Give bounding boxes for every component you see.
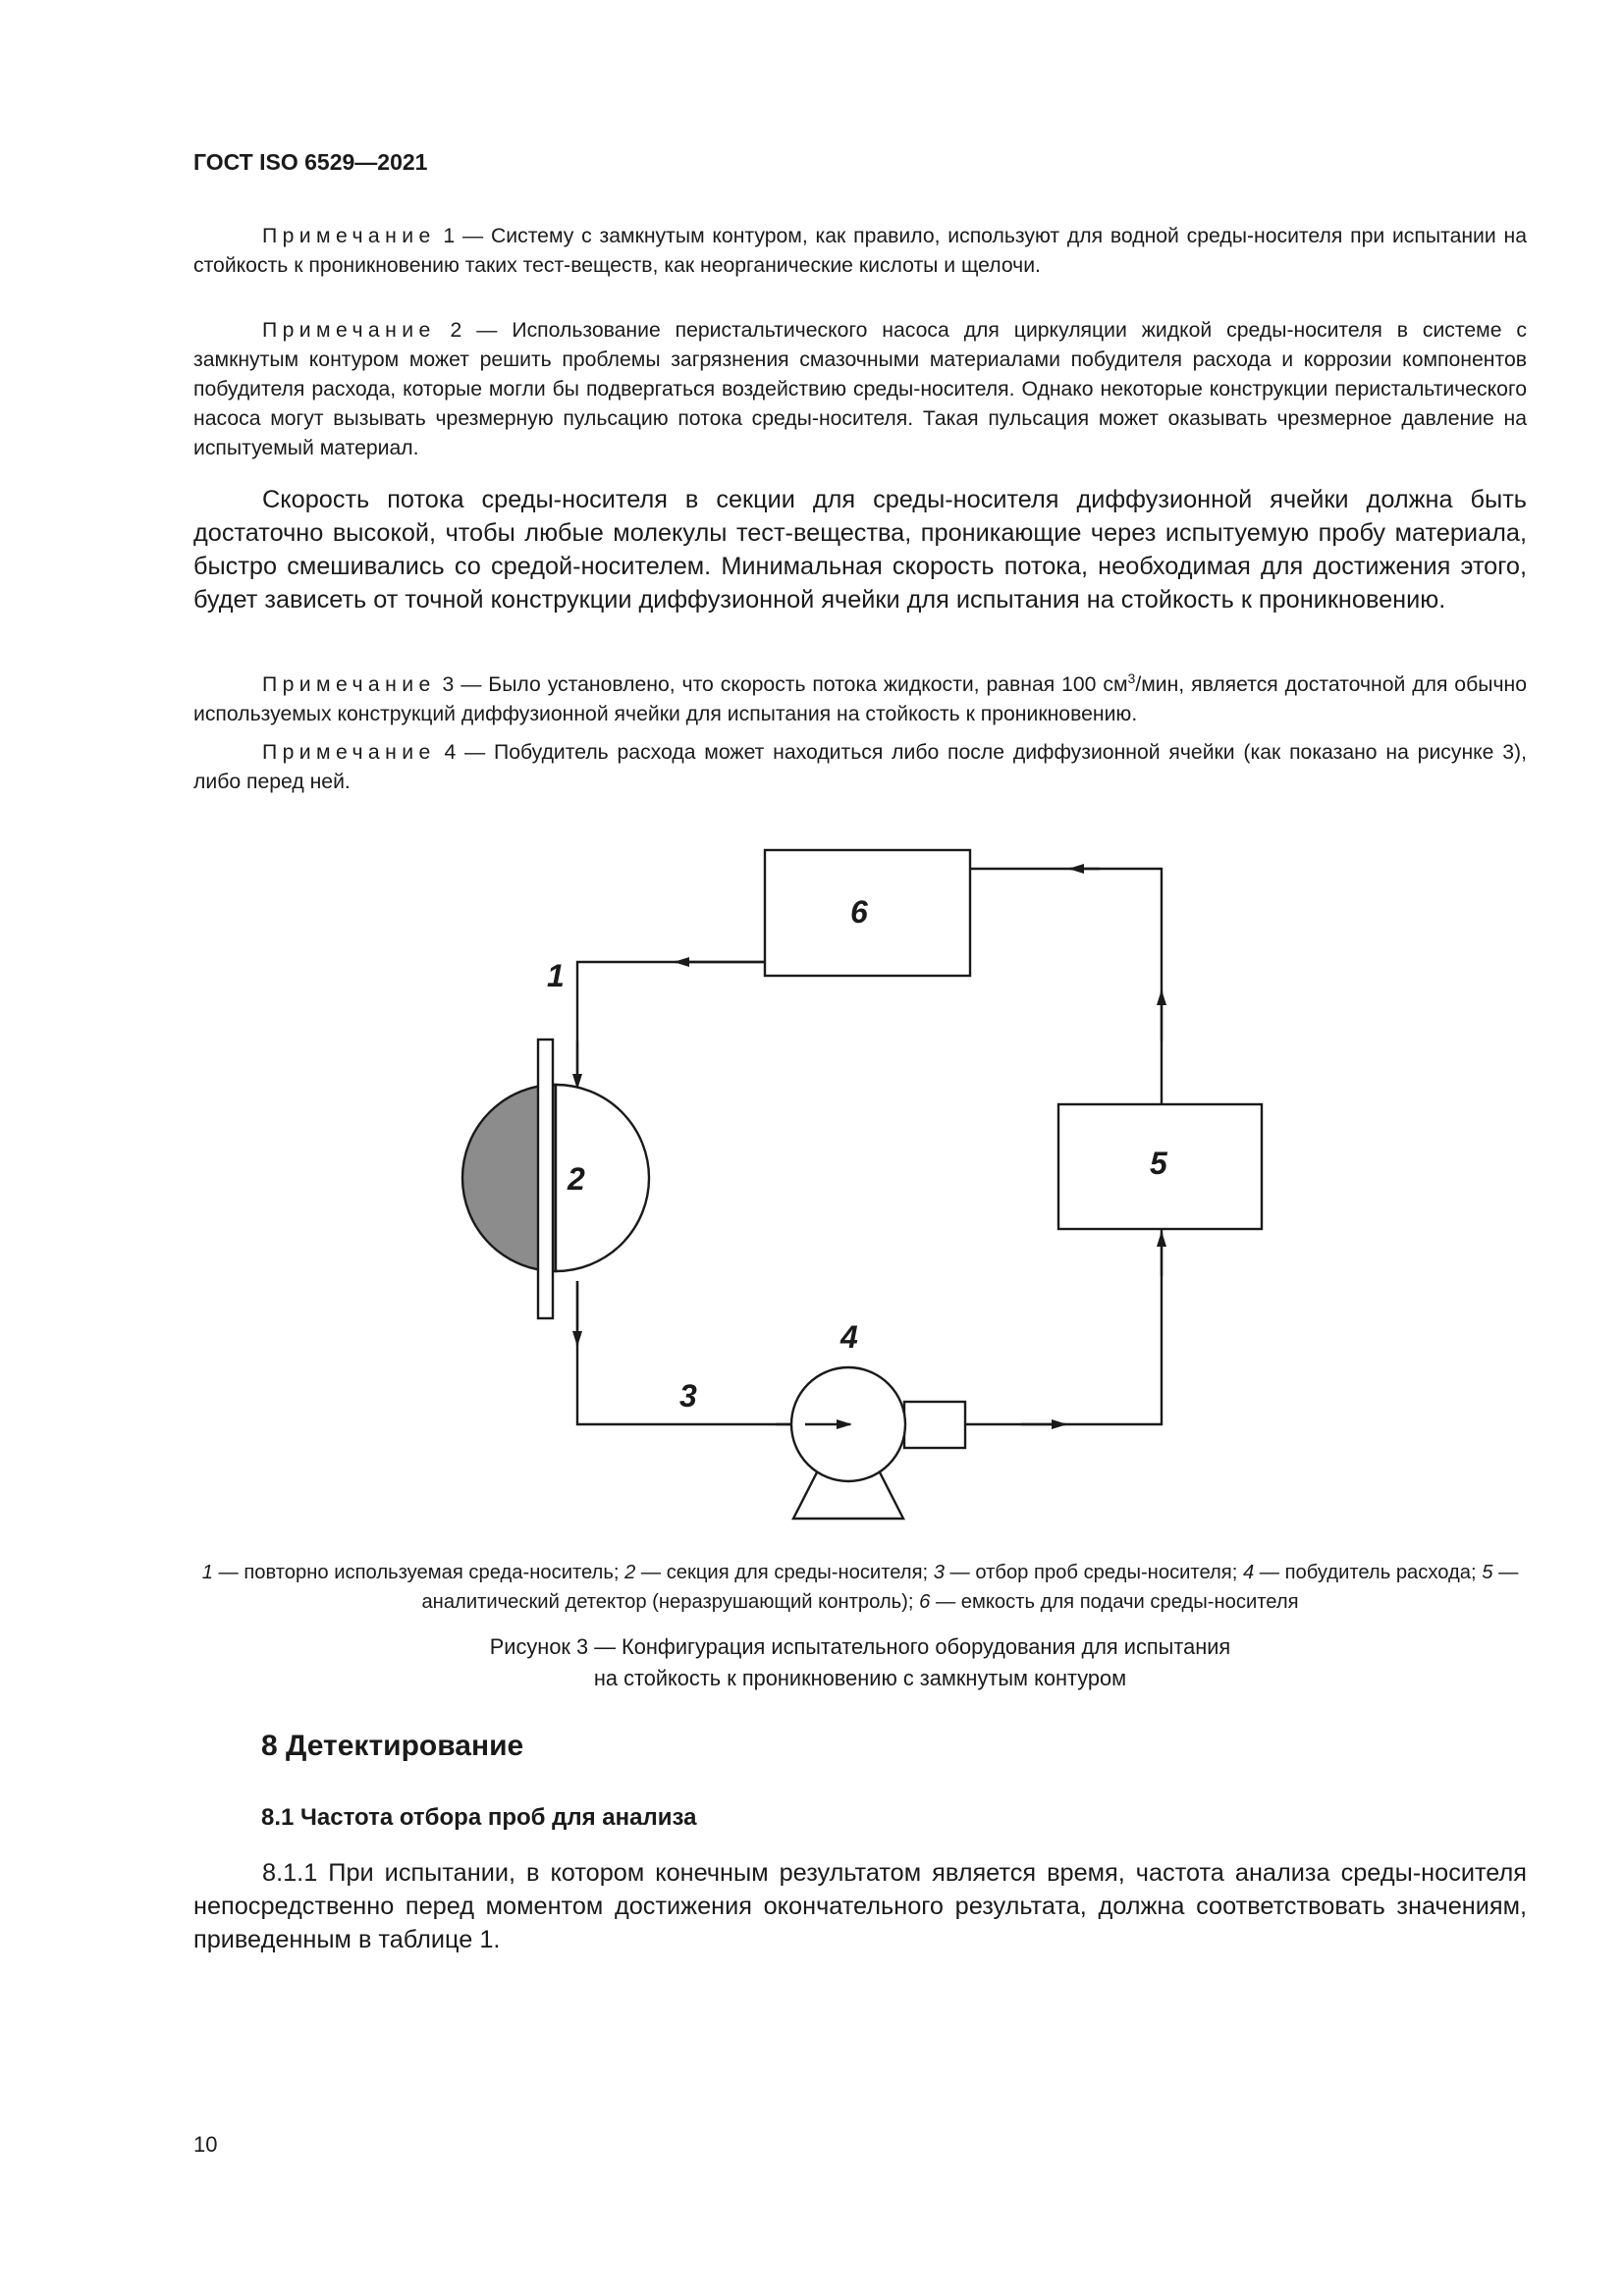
paragraph-8-1-1 bbox=[193, 1856, 1527, 1956]
figure-key bbox=[193, 1558, 1527, 1617]
section-title: 8 Детектирование bbox=[261, 1730, 524, 1762]
pump bbox=[791, 1367, 965, 1519]
paragraph-text: 8.1.1 При испытании, в котором конечным результатом является время, частота анализа среды-носителя непосредственно перед моментом достижения окончательного результата, должна соответствовать значениям, приведенным в таблице 1. bbox=[193, 1859, 1527, 1953]
note-label: Примечание bbox=[262, 673, 436, 697]
paragraph-text: Скорость потока среды-носителя в секции для среды-носителя диффузионной ячейки должна быть достаточно высокой, чтобы любые молекулы тест-вещества, проникающие через испытуемую пробу материала, быстро смешивались со средой-носителем. Минимальная скорость потока, необходимая для достижения этого, будет зависеть от точной конструкции диффузионной ячейки для испытания на стойкость к проникновению. bbox=[193, 486, 1527, 614]
label-3: 3 bbox=[679, 1378, 697, 1414]
reuse-line bbox=[577, 962, 765, 1080]
key-text: — аналитический детектор (неразрушающий контроль); bbox=[421, 1562, 1519, 1613]
key-text: — отбор проб среды-носителя; bbox=[944, 1562, 1243, 1583]
key-number: 5 bbox=[1482, 1562, 1493, 1583]
label-4: 4 bbox=[840, 1319, 858, 1355]
note-text: 4 — Побудитель расхода может находиться либо после диффузионной ячейки (как показано на рисунке 3), либо перед ней. bbox=[193, 741, 1527, 793]
pump-outlet bbox=[904, 1402, 965, 1448]
key-number: 6 bbox=[919, 1591, 931, 1613]
key-text: — побудитель расхода; bbox=[1254, 1562, 1483, 1583]
label-2: 2 bbox=[568, 1161, 585, 1197]
note-label: Примечание bbox=[262, 741, 436, 764]
detector-feed-line bbox=[965, 1229, 1162, 1424]
superscript: 3 bbox=[1127, 670, 1136, 686]
key-number: 4 bbox=[1242, 1562, 1255, 1583]
figure-caption bbox=[193, 1631, 1527, 1694]
note-text: 3 — Было установлено, что скорость потока жидкости, равная 100 см bbox=[435, 673, 1128, 697]
specimen-plate bbox=[538, 1040, 553, 1318]
note-text: 1 — Систему с замкнутым контуром, как правило, используют для водной среды-носителя при испытании на стойкость к проникновению таких тест-веществ, как неорганические кислоты и щелочи. bbox=[193, 225, 1527, 277]
note-text: 2 — Использование перистальтического насоса для циркуляции жидкой среды-носителя в системе с замкнутым контуром может решить проблемы загрязнения смазочными материалами побудителя расхода и коррозии компонентов побудителя расхода, которые могли бы подвергаться воздействию среды-носителя. Однако некоторые конструкции перистальтического насоса могут вызывать чрезмерную пульсацию потока среды-носителя. Такая пульсация может оказывать чрезмерное давление на испытуемый материал. bbox=[193, 319, 1527, 459]
key-number: 2 bbox=[624, 1562, 636, 1583]
label-6: 6 bbox=[850, 894, 868, 930]
key-number: 3 bbox=[933, 1562, 945, 1583]
subsection-title: 8.1 Частота отбора проб для анализа bbox=[261, 1804, 697, 1831]
note-label: Примечание bbox=[262, 319, 436, 342]
key-text: — секция для среды-носителя; bbox=[635, 1562, 934, 1583]
note-text: /мин, является достаточной для обычно используемых конструкций диффузионной ячейки для испытания на стойкость к проникновению. bbox=[193, 673, 1527, 726]
return-line bbox=[970, 869, 1162, 1104]
label-1: 1 bbox=[547, 958, 565, 993]
key-text: — емкость для подачи среды-носителя bbox=[930, 1591, 1299, 1613]
note-label: Примечание bbox=[262, 225, 436, 247]
label-5: 5 bbox=[1150, 1146, 1167, 1181]
standard-header: ГОСТ ISO 6529—2021 bbox=[193, 149, 428, 175]
caption-line-2: на стойкость к проникновению с замкнутым контуром bbox=[593, 1666, 1127, 1690]
key-text: — повторно используемая среда-носитель; bbox=[212, 1562, 625, 1583]
key-number: 1 bbox=[201, 1562, 213, 1583]
diffusion-cell bbox=[462, 1040, 649, 1318]
caption-line-1: Рисунок 3 — Конфигурация испытательного оборудования для испытания bbox=[489, 1634, 1231, 1659]
page-number: 10 bbox=[193, 2132, 218, 2157]
